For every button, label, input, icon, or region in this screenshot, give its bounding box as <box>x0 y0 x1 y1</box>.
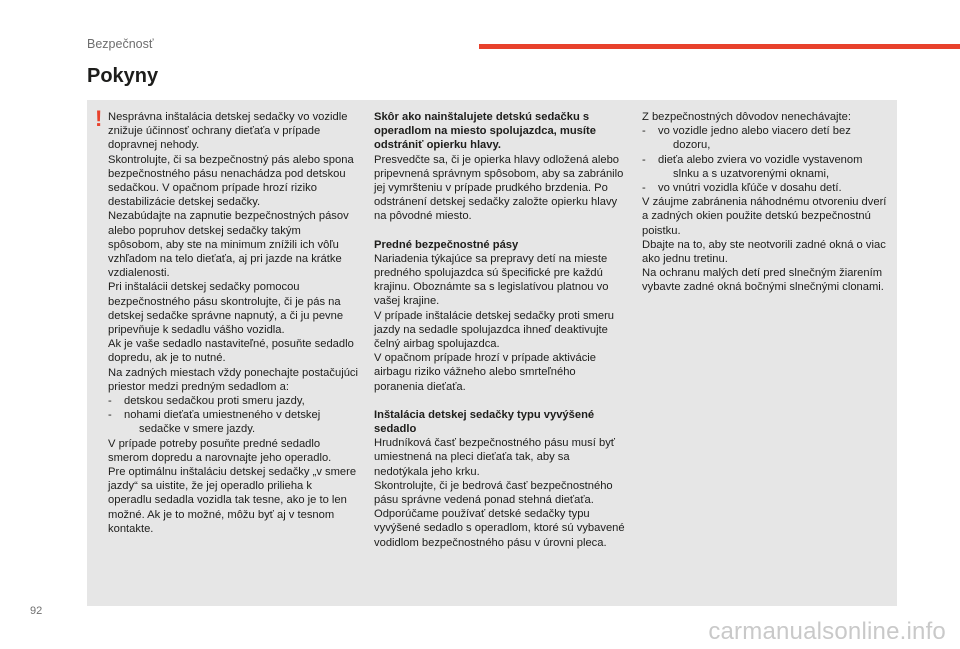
paragraph: Skontrolujte, či je bedrová časť bezpečnostného pásu správne vedená ponad stehná dieťaťa. <box>374 479 613 507</box>
paragraph: Dbajte na to, aby ste neotvorili zadné okná o viac ako jednu tretinu. <box>642 238 886 266</box>
section-label: Bezpečnosť <box>87 37 154 51</box>
list-dash: - <box>642 153 646 166</box>
watermark: carmanualsonline.info <box>708 618 946 645</box>
paragraph: Na ochranu malých detí pred slnečným žiarením vybavte zadné okná bočnými slnečnými clonami. <box>642 267 884 294</box>
accent-bar <box>479 44 960 49</box>
block-heading: Predné bezpečnostné pásy <box>374 238 519 251</box>
paragraph: V prípade inštalácie detskej sedačky proti smeru jazdy na sedadle spolujazdca ihneď deaktivujte čelný airbag spolujazdca. <box>374 309 615 351</box>
column-3 <box>642 110 887 295</box>
list-item-text: nohami dieťaťa umiestneného v detskej <box>124 409 321 422</box>
paragraph: Pri inštalácii detskej sedačky pomocou bezpečnostného pásu skontrolujte, či je pás na detskej sedačke správne napnutý, a či ju pevne pripevňuje k sedadlu vášho vozidla. <box>108 281 344 337</box>
paragraph: Skontrolujte, či sa bezpečnostný pás alebo spona bezpečnostného pásu nenachádza pod detskou sedačkou. V opačnom prípade hrozí riziko destabilizácie detskej sedačky. <box>108 153 354 209</box>
list-item-text: dieťa alebo zviera vo vozidle vystavenom <box>658 153 863 166</box>
paragraph: Pre optimálnu inštaláciu detskej sedačky „v smere jazdy“ sa uistite, že jej operadlo prilieha k operadlu sedadla vozidla tak tesne, ako je to len možné. Ak je to možné, môžu byť aj v tesnom kontakte. <box>108 466 357 535</box>
paragraph: Ak je vaše sedadlo nastaviteľné, posuňte sedadlo dopredu, ak je to nutné. <box>108 338 354 365</box>
paragraph: Nesprávna inštalácia detskej sedačky vo vozidle znižuje účinnosť ochrany dieťaťa v prípade dopravnej nehody. <box>108 111 348 152</box>
paragraph: V záujme zabránenia náhodnému otvoreniu dverí a zadných okien použite detskú bezpečnostnú poistku. <box>642 196 887 237</box>
paragraph: Presvedčte sa, či je opierka hlavy odložená alebo pripevnená správnym spôsobom, aby sa zabránilo jej vymršteniu v prípade prudkého brzdenia. Po odstránení detskej sedačky založte opierku hlavy na pôvodné miesto. <box>374 153 624 223</box>
paragraph: V opačnom prípade hrozí v prípade aktivácie airbagu riziko vážneho alebo smrteľného poranenia dieťaťa. <box>374 352 597 393</box>
page-number: 92 <box>30 605 43 617</box>
list-item-text: detskou sedačkou proti smeru jazdy, <box>124 395 305 408</box>
list-item-continuation: dozoru, <box>673 139 711 152</box>
list-dash: - <box>642 125 646 138</box>
list-item <box>108 408 358 422</box>
paragraph: V prípade potreby posuňte predné sedadlo smerom dopredu a narovnajte jeho operadlo. <box>108 437 332 464</box>
warning-icon: ! <box>95 106 103 131</box>
list-dash: - <box>108 409 112 422</box>
list-item-text: vo vozidle jedno alebo viacero detí bez <box>658 125 851 138</box>
list-dash: - <box>108 395 112 408</box>
list-item <box>642 181 887 195</box>
list-item <box>642 124 887 138</box>
paragraph: Nezabúdajte na zapnutie bezpečnostných pásov alebo popruhov detskej sedačky takým spôsobom, aby ste na minimum znížili ich vôľu vzhľadom na telo dieťaťa, aj pri jazde na krátke vzdialenosti. <box>108 210 349 280</box>
list-item <box>108 394 358 408</box>
list-item-text: vo vnútri vozidla kľúče v dosahu detí. <box>658 182 842 195</box>
paragraph: Hrudníková časť bezpečnostného pásu musí byť umiestnená na pleci dieťaťa tak, aby sa nedotýkala jeho krku. <box>374 437 615 478</box>
list-item-continuation: sedačke v smere jazdy. <box>139 423 256 436</box>
paragraph: Nariadenia týkajúce sa prepravy detí na mieste predného spolujazdca sú špecifické pre každú krajinu. Oboznámte sa s legislatívou platnou vo vašej krajine. <box>374 252 609 308</box>
paragraph: Na zadných miestach vždy ponechajte postačujúci priestor medzi predným sedadlom a: <box>108 366 358 393</box>
column-2 <box>374 110 626 550</box>
list-dash: - <box>642 182 646 195</box>
block-heading: Skôr ako nainštalujete detskú sedačku s operadlom na miesto spolujazdca, musíte odstrániť opierku hlavy. <box>374 111 596 152</box>
paragraph: Z bezpečnostných dôvodov nenechávajte: <box>642 111 851 123</box>
list-item-continuation: slnku a s uzatvorenými oknami, <box>673 167 830 180</box>
paragraph: Odporúčame používať detské sedačky typu vyvýšené sedadlo s operadlom, ktoré sú vybavené vodidlom bezpečnostného pásu v úrovni pleca. <box>374 508 625 549</box>
column-1 <box>108 110 358 536</box>
page-title: Pokyny <box>87 65 159 87</box>
block-heading: Inštalácia detskej sedačky typu vyvýšené sedadlo <box>374 408 595 436</box>
list-item <box>642 153 887 167</box>
